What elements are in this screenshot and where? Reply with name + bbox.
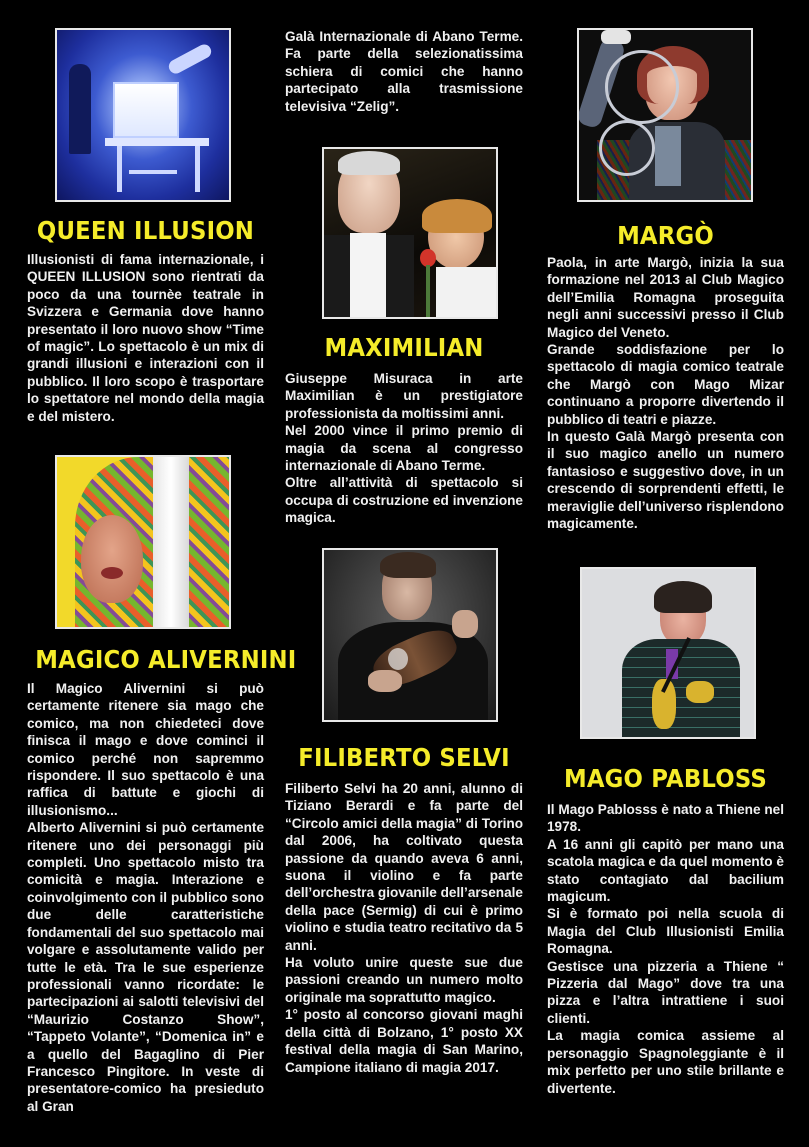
performer-name-mago-pabloss: MAGO PABLOSS [563, 764, 768, 793]
performer-name-filiberto-selvi: FILIBERTO SELVI [298, 743, 510, 772]
bio-paragraph: Oltre all’attività di spettacolo si occupa di costruzione ed invenzione magica. [285, 475, 523, 526]
performer-bio-magico-alivernini-continued [285, 28, 523, 115]
bio-paragraph: Giuseppe Misuraca in arte Maximilian è un prestigiatore professionista da moltissimi anni. [285, 371, 523, 421]
performer-bio-maximilian [285, 370, 523, 527]
performer-name-maximilian: MAXIMILIAN [324, 333, 484, 362]
bio-paragraph: Il Mago Pablosss è nato a Thiene nel 1978. [547, 802, 784, 835]
performer-bio-filiberto-selvi [285, 780, 523, 1076]
performer-bio-margo [547, 254, 784, 533]
bio-paragraph: Ha voluto unire queste sue due passioni creando un numero molto originale ma soprattutto magico. [285, 955, 523, 1005]
bio-paragraph: A 16 anni gli capitò per mano una scatola magica e da quel momento è stato contagiato dal bacilium magicum. [547, 836, 784, 905]
bio-paragraph: Paola, in arte Margò, inizia la sua formazione nel 2013 al Club Magico dell’Emilia Romagna proseguita negli anni successivi presso il Club Magico del Veneto. [547, 255, 784, 340]
bio-paragraph: In questo Galà Margò presenta con il suo magico anello un numero fantasioso e suggestivo dove, in un crescendo di sorprendenti effetti, le meraviglie dell’universo risplendono magicamente. [547, 429, 784, 532]
bio-paragraph: 1° posto al concorso giovani maghi della città di Bolzano, 1° posto XX festival della magia di San Marino, Campione italiano di magia 2017. [285, 1007, 523, 1075]
mago-pabloss-photo [580, 567, 756, 739]
bio-paragraph: Alberto Alivernini si può certamente ritenere uno dei personaggi più completi. Uno spettacolo misto tra comicità e magia. Interazione e coinvolgimento con il pubblico sono due delle caratteristiche fondamentali del suo spettacolo mai volgare e assolutamente valido per tutte le età. Tra le sue esperienze professionali vanno ricordate: le partecipazioni ai salotti televisivi del “Maurizio Costanzo Show”, “Tappeto Volante”, “Domenica in” e a quello del Bagaglino di Pier Francesco Pingitore. In veste di presentatore-comico ha presieduto al Gran [27, 820, 264, 1114]
performer-name-queen-illusion: QUEEN ILLUSION [36, 216, 255, 245]
performer-bio-mago-pabloss [547, 801, 784, 1097]
bio-paragraph: Grande soddisfazione per lo spettacolo di magia comico teatrale che Margò con Mago Mizar continuano a proporre divertendo il pubblico di teatri e piazze. [547, 342, 784, 427]
bio-paragraph: Gestisce una pizzeria a Thiene “ Pizzeria dal Mago” dove tra una pizza e l’altra intrattiene i suoi clienti. [547, 958, 784, 1026]
performer-bio-magico-alivernini [27, 680, 264, 1115]
queen-illusion-photo [55, 28, 231, 202]
margo-photo [577, 28, 753, 202]
bio-paragraph: La magia comica assieme al personaggio Spagnoleggiante è il mix perfetto per uno stile brillante e divertente. [547, 1028, 784, 1096]
performer-bio-queen-illusion [27, 251, 264, 425]
magico-alivernini-photo [55, 455, 231, 629]
bio-paragraph: Nel 2000 vince il primo premio di magia da scena al congresso internazionale di Abano Terme. [285, 423, 523, 474]
performer-name-magico-alivernini: MAGICO ALIVERNINI [35, 645, 297, 674]
bio-paragraph: Galà Internazionale di Abano Terme. Fa parte della selezionatissima schiera di comici che hanno partecipato alla trasmissione televisiva “Zelig”. [285, 29, 523, 114]
bio-paragraph: Filiberto Selvi ha 20 anni, alunno di Tiziano Berardi e fa parte del “Circolo amici della magia” di Torino dal 2006, ha coltivato questa passione da quando aveva 6 anni, suona il violino e fa parte dell’orchestra giovanile dell’arsenale della pace (Sermig) di cui è primo violino e studia teatro recitativo da 5 anni. [285, 781, 523, 953]
performer-name-margo: MARGÒ [617, 221, 714, 250]
filiberto-selvi-photo [322, 548, 498, 722]
bio-paragraph: Illusionisti di fama internazionale, i QUEEN ILLUSION sono rientrati da poco da una tournèe teatrale in Svizzera e Germania dove hanno presentato il loro nuovo show “Time of magic”. Lo spettacolo è un mix di grandi illusioni e interazioni con il pubblico. Il loro scopo è trasportare lo spettatore nel mondo della magia e del mistero. [27, 252, 264, 424]
maximilian-photo [322, 147, 498, 319]
bio-paragraph: Si è formato poi nella scuola di Magia del Club Illusionisti Emilia Romagna. [547, 906, 784, 957]
bio-paragraph: Il Magico Alivernini si può certamente ritenere sia mago che comico, ma non chiedeteci dove finisca il mago e dove cominci il comico perché non sapremmo rispondere. Il suo spettacolo è una raffica di battute e giochi di illusionismo... [27, 681, 264, 818]
